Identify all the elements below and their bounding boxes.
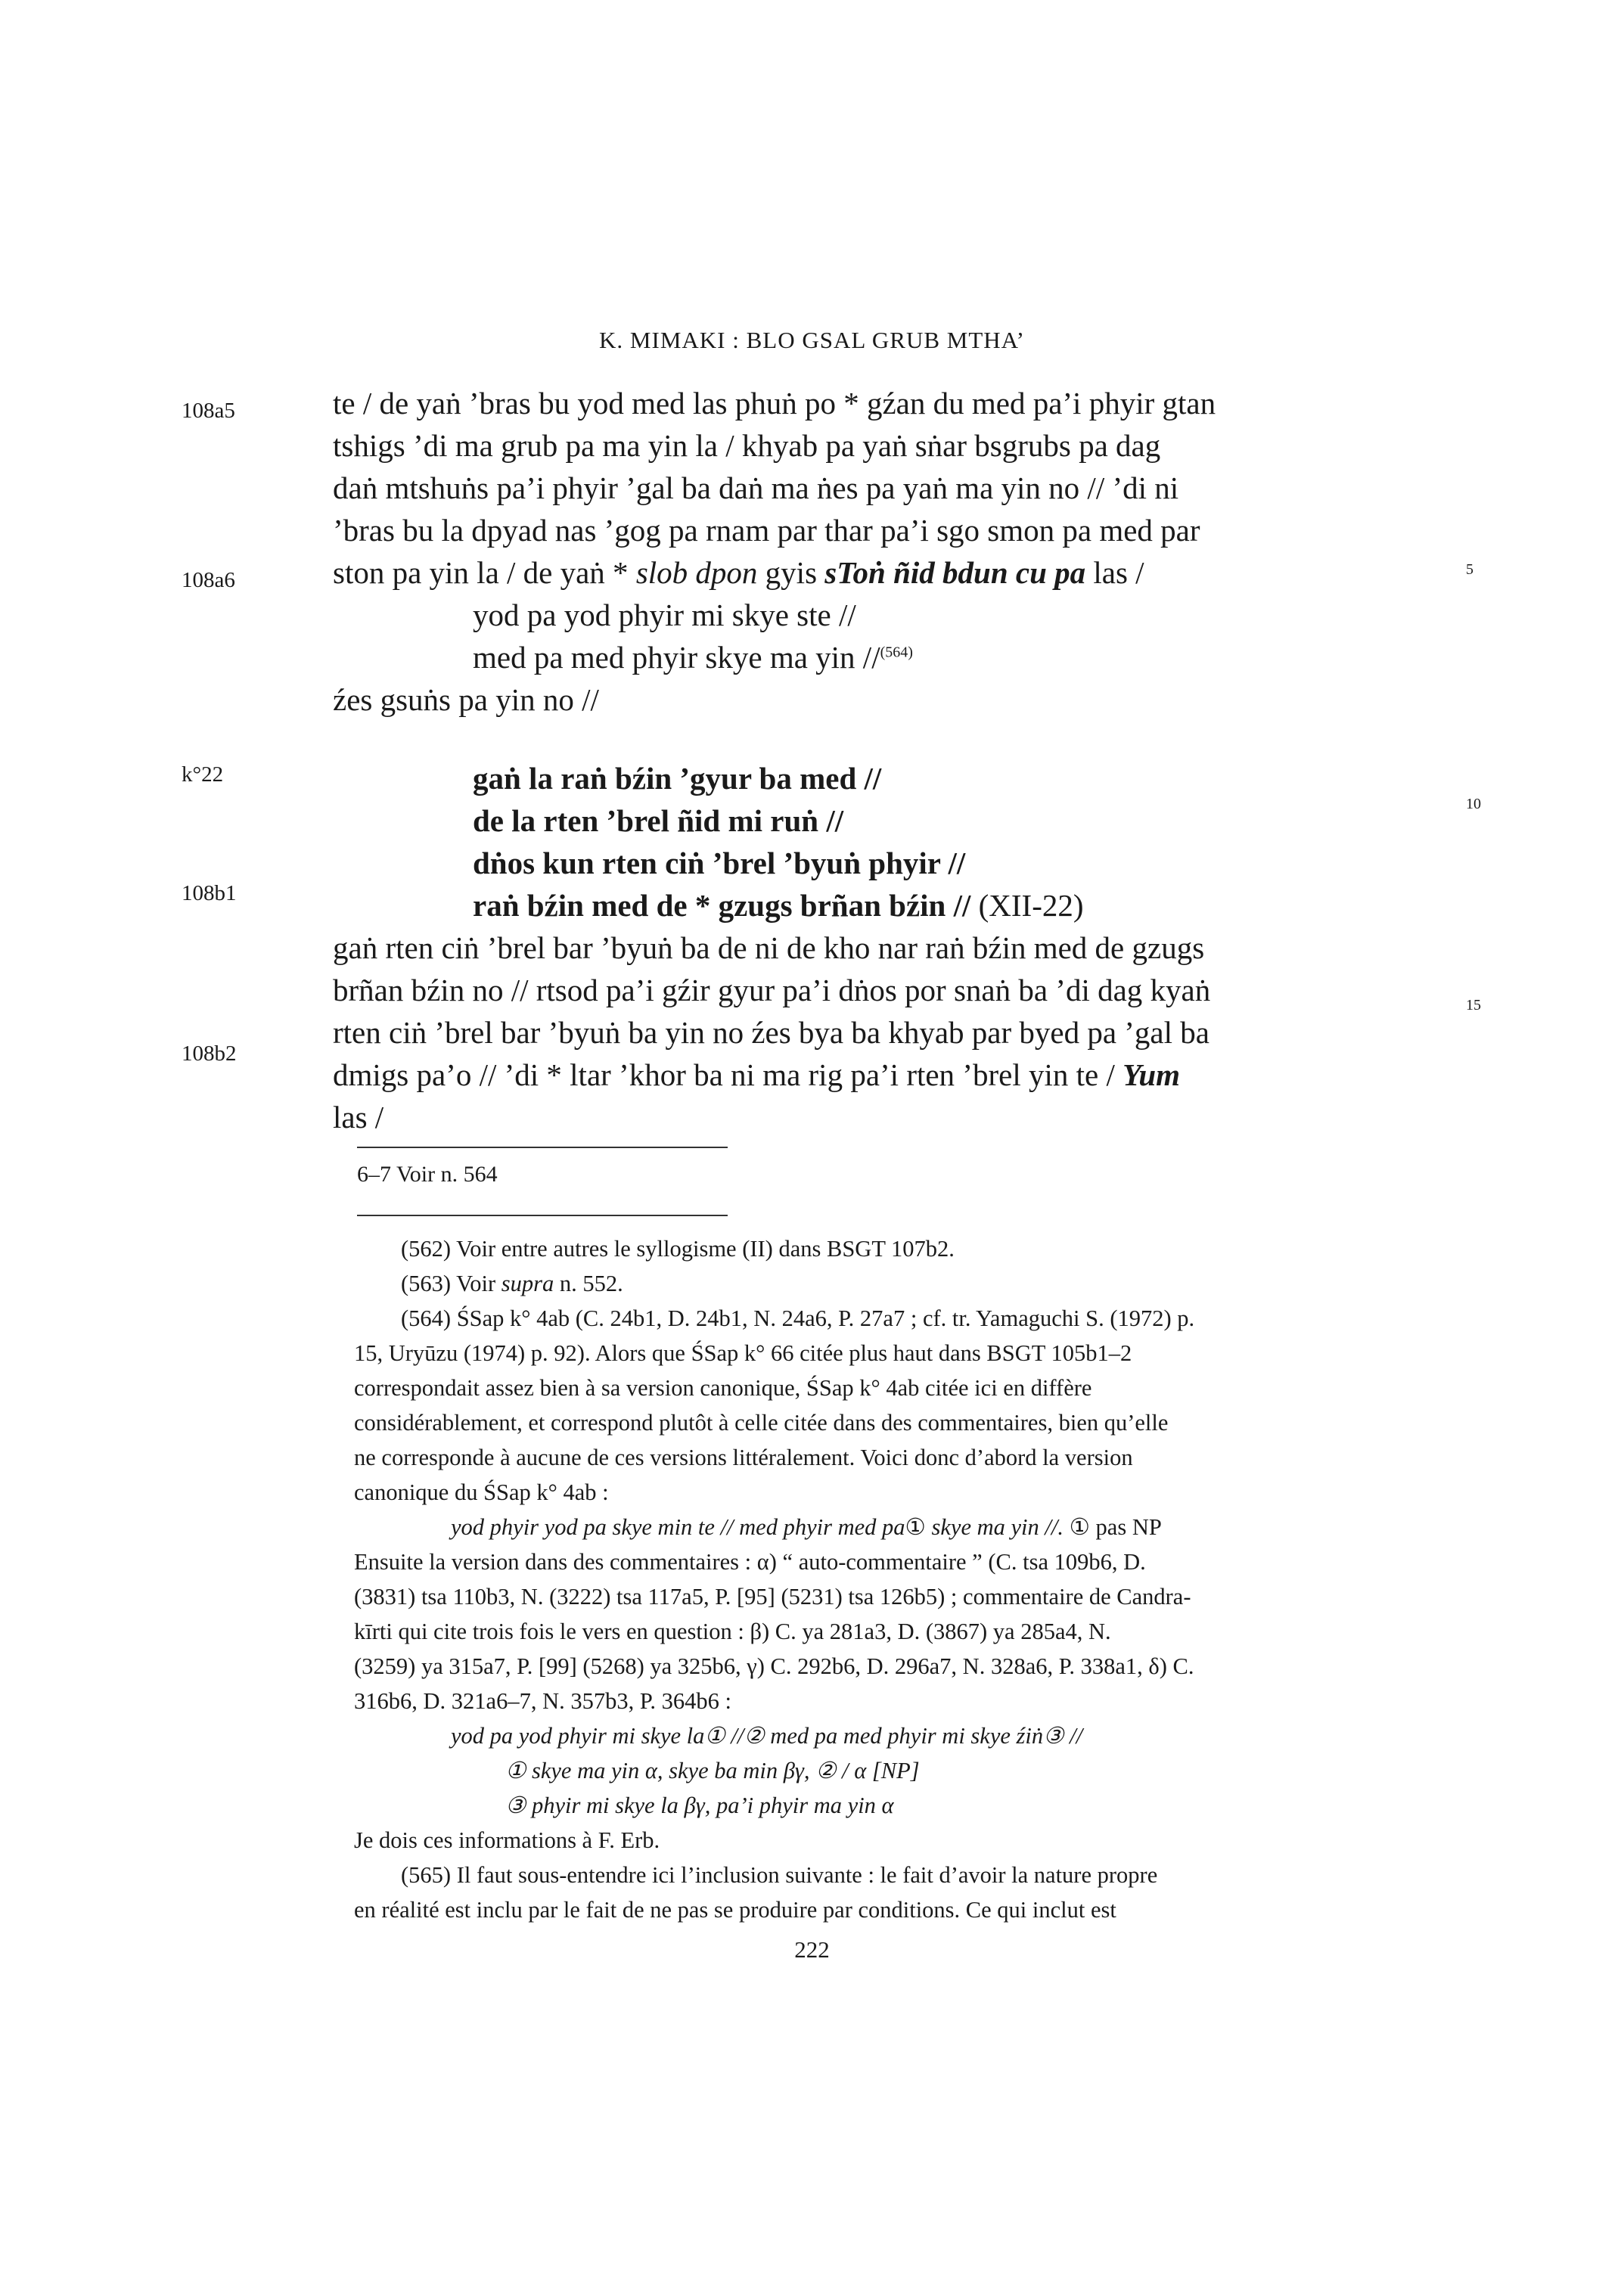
page-number: 222: [794, 1936, 830, 1963]
footnote-564-line: canonique du ŚSap k° 4ab :: [354, 1479, 609, 1505]
variant-line: ① skye ma yin α, skye ba min βγ, ② / α [NP]: [505, 1758, 920, 1783]
karika-line: raṅ bźin med de * gzugs brñan bźin // (XII-22): [473, 888, 1084, 923]
margin-ref-108a6: 108a6: [182, 568, 235, 592]
main-line: brñan bźin no // rtsod pa’i gźir gyur pa’i dṅos por snaṅ ba ’di dag kyaṅ: [333, 973, 1211, 1007]
footnote-ref-564: (564): [880, 644, 913, 661]
margin-ref-108b1: 108b1: [182, 881, 237, 905]
critical-apparatus: 6–7 Voir n. 564: [357, 1162, 498, 1187]
main-line: ’bras bu la dpyad nas ’gog pa rnam par thar pa’i sgo smon pa med par: [333, 513, 1200, 548]
work-title: sToṅ ñid bdun cu pa: [824, 555, 1086, 590]
footnote-564-line: (564) ŚSap k° 4ab (C. 24b1, D. 24b1, N. 24a6, P. 27a7 ; cf. tr. Yamaguchi S. (1972) p.: [401, 1305, 1195, 1331]
footnote-562: (562) Voir entre autres le syllogisme (II) dans BSGT 107b2.: [401, 1236, 955, 1262]
main-line: te / de yaṅ ’bras bu yod med las phuṅ po * gźan du med pa’i phyir gtan: [333, 386, 1216, 421]
footnotes: [354, 1231, 1437, 1927]
margin-ref-k22: k°22: [182, 762, 224, 787]
main-line: tshigs ’di ma grub pa ma yin la / khyab pa yaṅ sṅar bsgrubs pa dag: [333, 428, 1161, 463]
work-title-yum: Yum: [1123, 1057, 1181, 1092]
footnote-565-line: (565) Il faut sous-entendre ici l’inclusion suivante : le fait d’avoir la nature propre: [401, 1862, 1158, 1888]
line-number-15: 15: [1466, 997, 1481, 1014]
karika-line: gaṅ la raṅ bźin ’gyur ba med //: [473, 761, 882, 796]
acknowledgement: Je dois ces informations à F. Erb.: [354, 1827, 660, 1853]
apparatus-rule: [357, 1147, 728, 1148]
line-number-5: 5: [1466, 561, 1473, 578]
main-line: ston pa yin la / de yaṅ * slob dpon gyis sToṅ ñid bdun cu pa las /: [333, 555, 1144, 590]
footnote-564-line: 15, Uryūzu (1974) p. 92). Alors que ŚSap k° 66 citée plus haut dans BSGT 105b1–2: [354, 1340, 1132, 1366]
footnote-564-line: considérablement, et correspond plutôt à celle citée dans des commentaires, bien qu’elle: [354, 1410, 1169, 1436]
margin-ref-108b2: 108b2: [182, 1041, 237, 1066]
karika-line: dṅos kun rten ciṅ ’brel ’byuṅ phyir //: [473, 846, 966, 880]
commentary-line: Ensuite la version dans des commentaires : α) “ auto-commentaire ” (C. tsa 109b6, D.: [354, 1549, 1146, 1575]
footnote-565-line: en réalité est inclu par le fait de ne pas se produire par conditions. Ce qui inclut est: [354, 1897, 1116, 1923]
verse-line: yod pa yod phyir mi skye ste //: [473, 598, 856, 632]
running-head: K. MIMAKI : BLO GSAL GRUB MTHA’: [599, 327, 1025, 353]
line-number-10: 10: [1466, 796, 1481, 812]
variant-line: ③ phyir mi skye la βγ, pa’i phyir ma yin α: [505, 1793, 894, 1818]
margin-ref-108a5: 108a5: [182, 399, 235, 423]
commentary-line: (3259) ya 315a7, P. [99] (5268) ya 325b6, γ) C. 292b6, D. 296a7, N. 328a6, P. 338a1, δ) C.: [354, 1653, 1194, 1679]
main-line: dmigs pa’o // ’di * ltar ’khor ba ni ma rig pa’i rten ’brel yin te / Yum: [333, 1057, 1181, 1092]
commentary-line: (3831) tsa 110b3, N. (3222) tsa 117a5, P. [95] (5231) tsa 126b5) ; commentaire de Candra-: [354, 1584, 1191, 1610]
verse-line: med pa med phyir skye ma yin //$^{(564)}$: [473, 640, 913, 675]
main-line: daṅ mtshuṅs pa’i phyir ’gal ba daṅ ma ṅes pa yaṅ ma yin no // ’di ni: [333, 470, 1179, 505]
main-line: gaṅ rten ciṅ ’brel bar ’byuṅ ba de ni de kho nar raṅ bźin med de gzugs: [333, 930, 1205, 965]
footnote-563: (563) Voir supra n. 552.: [401, 1271, 623, 1296]
footnote-564-line: ne corresponde à aucune de ces versions littéralement. Voici donc d’abord la version: [354, 1445, 1133, 1470]
main-line: źes gsuṅs pa yin no //: [333, 682, 599, 717]
verse-commentary: yod pa yod phyir mi skye la① //② med pa med phyir mi skye źiṅ③ //: [451, 1723, 1083, 1749]
main-line: las /: [333, 1100, 384, 1135]
verse-canonical: yod phyir yod pa skye min te // med phyir med pa① skye ma yin //. ① pas NP: [451, 1514, 1162, 1540]
karika-line: de la rten ’brel ñid mi ruṅ //: [473, 803, 844, 838]
verse-number: (XII-22): [978, 888, 1084, 923]
main-text: [333, 382, 1437, 1138]
footnote-rule: [357, 1215, 728, 1216]
author-name: slob dpon: [635, 555, 758, 590]
main-line: rten ciṅ ’brel bar ’byuṅ ba yin no źes bya ba khyab par byed pa ’gal ba: [333, 1015, 1209, 1050]
footnote-564-line: correspondait assez bien à sa version canonique, ŚSap k° 4ab citée ici en diffère: [354, 1375, 1092, 1401]
commentary-line: kīrti qui cite trois fois le vers en question : β) C. ya 281a3, D. (3867) ya 285a4, N.: [354, 1619, 1111, 1644]
commentary-line: 316b6, D. 321a6–7, N. 357b3, P. 364b6 :: [354, 1688, 732, 1714]
